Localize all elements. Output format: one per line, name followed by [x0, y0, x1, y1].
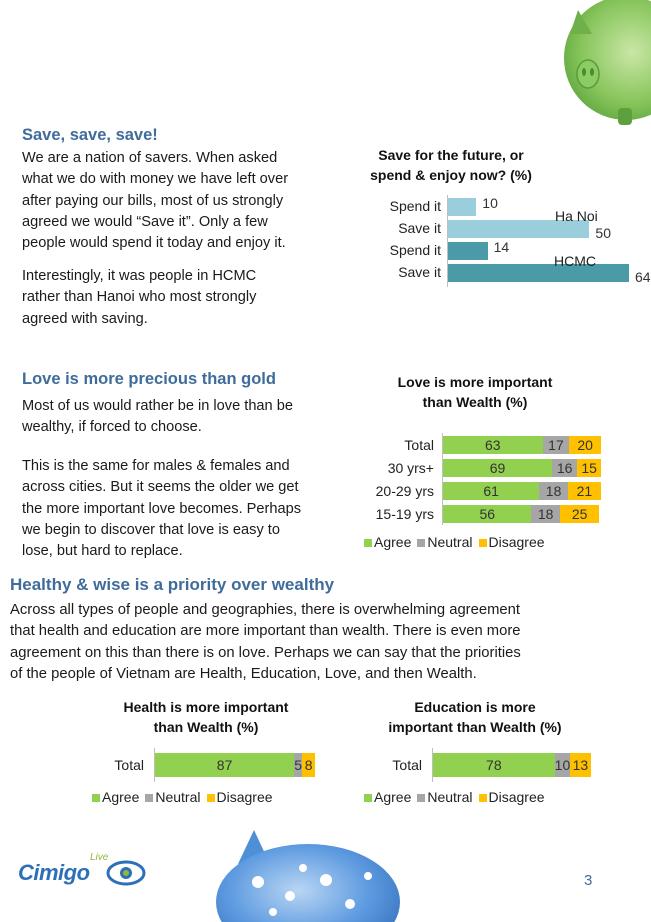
bar-segment-neutral — [543, 436, 570, 454]
bar-segment-neutral — [555, 753, 571, 777]
legend-item-disagree: Disagree — [207, 789, 273, 805]
legend-item-agree: Agree — [92, 789, 139, 805]
bar-segment-disagree — [570, 753, 590, 777]
legend-item-agree: Agree — [364, 789, 411, 805]
section-paragraph-save-2: Interestingly, it was people in HCMC rather than Hanoi who most strongly agreed with saving. — [22, 268, 257, 327]
category-label: Save it — [398, 220, 441, 236]
cimigo-logo — [18, 852, 148, 892]
category-label: Spend it — [389, 242, 441, 258]
data-label: 16 — [556, 459, 573, 476]
section-paragraph-healthy: Across all types of people and geographies, there is overwhelming agreement that health and education are more important than wealth. There is even more agreement on this than there is on love. Perhaps we can say that the priorities of the people of Vietnam are Health, Education, Love, and then Wealth. — [10, 602, 521, 682]
data-label: 18 — [537, 505, 554, 522]
piggy-bank-green-image — [548, 0, 638, 125]
bar-segment-disagree — [302, 753, 315, 777]
data-label: 56 — [479, 505, 496, 522]
data-label: 14 — [493, 239, 510, 255]
bar-segment-agree — [443, 436, 543, 454]
data-label: 10 — [554, 757, 571, 773]
data-label: 8 — [304, 757, 313, 773]
group-label-hanoi: Ha Noi — [555, 208, 598, 224]
legend-item-neutral: Neutral — [417, 534, 472, 550]
page-number: 3 — [584, 872, 593, 889]
legend-item-disagree: Disagree — [479, 789, 545, 805]
bar-segment-agree — [155, 753, 294, 777]
chart-save-spend — [340, 195, 651, 290]
data-label: 61 — [483, 482, 499, 499]
chart-title-save-spend: Save for the future, or spend & enjoy now? (%) — [370, 147, 532, 183]
chart-education — [378, 748, 598, 782]
bar-segment-neutral — [294, 753, 302, 777]
bar-segment-disagree — [569, 436, 601, 454]
bar-ha-noi — [448, 198, 476, 216]
section-heading-healthy: Healthy & wise is a priority over wealthy — [10, 575, 335, 594]
data-label: 10 — [482, 195, 498, 211]
logo-superscript: Live — [90, 852, 109, 863]
bar-segment-neutral — [552, 459, 577, 477]
data-label: 20 — [577, 436, 593, 453]
bar-segment-agree — [443, 505, 531, 523]
category-label: Save it — [398, 264, 441, 280]
bar-segment-disagree — [560, 505, 600, 523]
group-label-hcmc: HCMC — [554, 253, 596, 269]
chart-title-education: Education is more important than Wealth (%) — [388, 699, 562, 735]
bar-hcmc — [448, 242, 488, 260]
data-label: 5 — [294, 757, 303, 773]
bar-segment-neutral — [539, 482, 567, 500]
data-label: 87 — [216, 757, 233, 773]
data-label: 78 — [486, 757, 502, 773]
legend-health — [92, 789, 273, 805]
category-label: 15-19 yrs — [375, 505, 434, 522]
bar-segment-agree — [443, 459, 552, 477]
legend-item-neutral: Neutral — [417, 789, 472, 805]
bar-segment-neutral — [531, 505, 559, 523]
chart-title-love: Love is more important than Wealth (%) — [397, 374, 553, 410]
bar-hcmc — [448, 264, 629, 282]
section-heading-save: Save, save, save! — [22, 126, 158, 144]
data-label: 63 — [484, 436, 501, 453]
bar-segment-agree — [443, 482, 539, 500]
legend-item-disagree: Disagree — [479, 534, 545, 550]
data-label: 50 — [595, 225, 611, 241]
category-label: 30 yrs+ — [387, 459, 434, 476]
legend-item-neutral: Neutral — [145, 789, 200, 805]
logo-eye-icon — [106, 860, 146, 886]
bar-segment-agree — [433, 753, 555, 777]
logo-text: Cimigo — [18, 860, 90, 885]
chart-health — [100, 748, 320, 782]
bar-segment-disagree — [577, 459, 601, 477]
legend-love — [364, 534, 545, 550]
piggy-bank-blue-image — [198, 824, 398, 922]
category-label: Total — [392, 757, 422, 773]
data-label: 13 — [572, 757, 589, 773]
data-label: 15 — [581, 459, 597, 476]
data-label: 25 — [571, 505, 588, 522]
category-label: 20-29 yrs — [375, 482, 434, 499]
bar-segment-disagree — [568, 482, 601, 500]
data-label: 69 — [489, 459, 506, 476]
category-label: Spend it — [389, 198, 441, 214]
data-label: 64 — [635, 269, 651, 285]
legend-education — [364, 789, 545, 805]
section-paragraph-save-1: We are a nation of savers. When asked what we do with money we have left over after paying our bills, most of us strongly agreed we would “Save it”. Only a few people would spend it today and enjoy it. — [22, 150, 289, 252]
data-label: 17 — [548, 436, 564, 453]
section-heading-love: Love is more precious than gold — [22, 370, 276, 388]
legend-item-agree: Agree — [364, 534, 411, 550]
chart-love — [350, 433, 610, 525]
section-paragraph-love-1: Most of us would rather be in love than be wealthy, if forced to choose. — [22, 398, 293, 436]
section-paragraph-love-2: This is the same for males & females and across cities. But it seems the older we get the more important love becomes. Perhaps we begin to discover that love is easy to lose, but hard to replace. — [22, 458, 302, 560]
chart-title-health: Health is more important than Wealth (%) — [123, 699, 289, 735]
category-label: Total — [114, 757, 144, 773]
data-label: 18 — [545, 482, 562, 499]
data-label: 21 — [576, 482, 593, 499]
category-label: Total — [404, 436, 434, 453]
